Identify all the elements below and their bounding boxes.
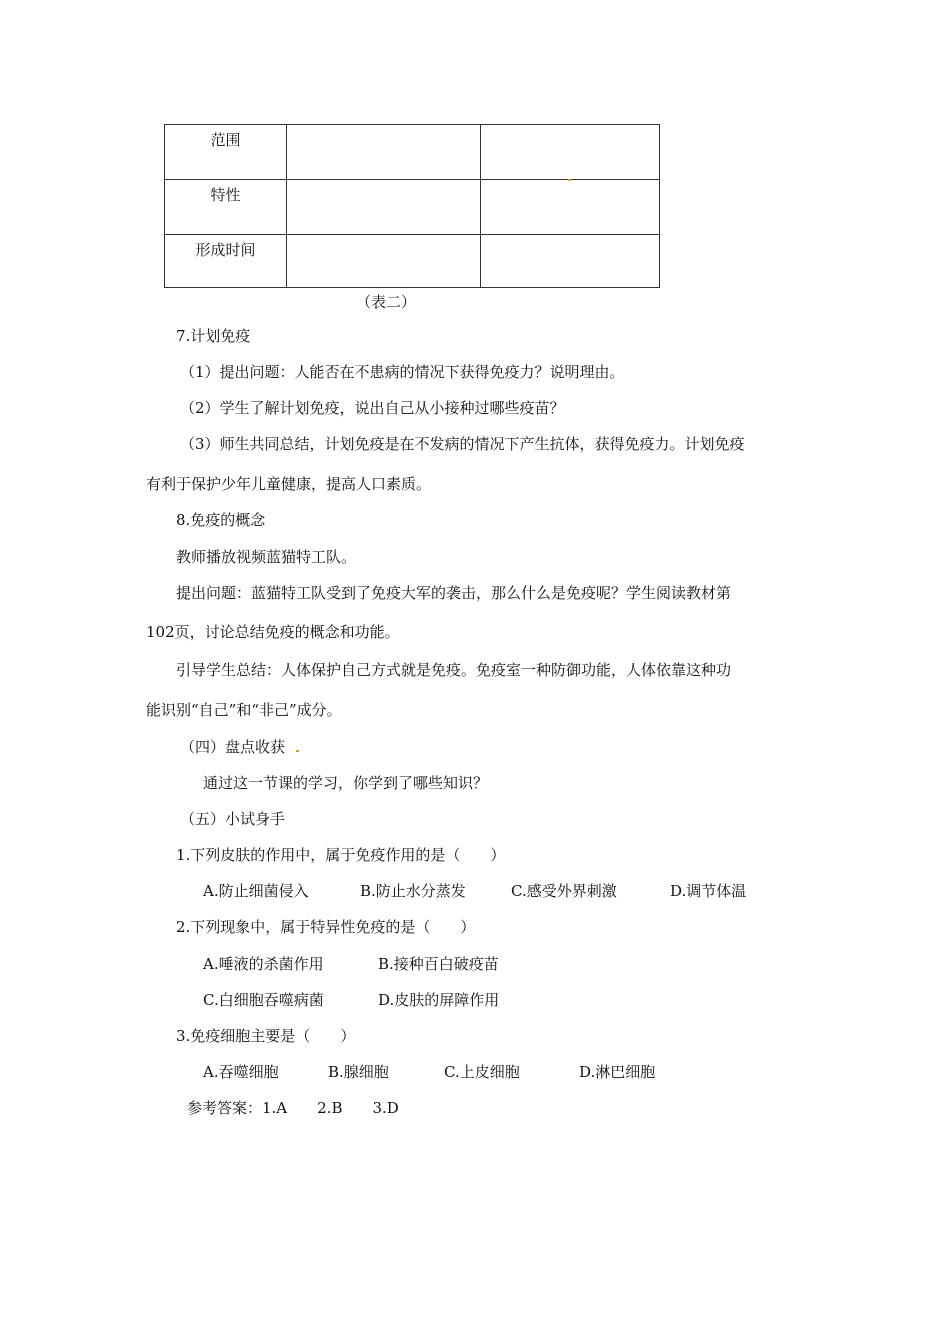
- section7-heading: 7.计划免疫: [176, 327, 251, 345]
- section7-p3a: （3）师生共同总结，计划免疫是在不发病的情况下产生抗体，获得免疫力。计划免疫: [180, 435, 745, 453]
- q2-option-b: B.接种百白破疫苗: [378, 955, 499, 973]
- section8-p2a: 提出问题：蓝猫特工队受到了免疫大军的袭击，那么什么是免疫呢？学生阅读教材第: [176, 584, 732, 602]
- row-label-property: 特性: [165, 180, 287, 235]
- table-cell: [481, 235, 660, 288]
- comparison-table: [164, 124, 660, 288]
- section5-heading: （五）小试身手: [180, 810, 286, 828]
- question-3: 3.免疫细胞主要是（ ）: [176, 1027, 356, 1045]
- section7-p1: （1）提出问题：人能否在不患病的情况下获得免疫力？说明理由。: [180, 363, 625, 381]
- section8-p2b: 102页，讨论总结免疫的概念和功能。: [146, 623, 400, 641]
- row-label-range: 范围: [165, 125, 287, 180]
- section4-heading: （四）盘点收获: [180, 738, 286, 756]
- section8-p3a: 引导学生总结：人体保护自己方式就是免疫。免疫室一种防御功能，人体依靠这种功: [176, 661, 732, 679]
- question-1: 1.下列皮肤的作用中，属于免疫作用的是（ ）: [176, 846, 506, 864]
- q2-option-d: D.皮肤的屏障作用: [378, 991, 500, 1009]
- table-row: [165, 125, 660, 180]
- table-cell: [481, 125, 660, 180]
- q3-option-b: B.腺细胞: [328, 1063, 389, 1081]
- section8-heading: 8.免疫的概念: [176, 511, 266, 529]
- section7-p3b: 有利于保护少年儿童健康，提高人口素质。: [146, 475, 432, 493]
- q1-option-d: D.调节体温: [670, 882, 747, 900]
- q3-option-c: C.上皮细胞: [444, 1063, 520, 1081]
- table-cell: [481, 180, 660, 235]
- section7-p2: （2）学生了解计划免疫，说出自己从小接种过哪些疫苗？: [180, 399, 565, 417]
- table-row: [165, 180, 660, 235]
- q2-option-c: C.白细胞吞噬病菌: [203, 991, 324, 1009]
- table-row: [165, 235, 660, 288]
- section8-p3b: 能识别“自己”和“非己”成分。: [146, 701, 342, 719]
- table-caption: （表二）: [356, 293, 417, 311]
- q1-option-a: A.防止细菌侵入: [203, 882, 309, 900]
- question-2: 2.下列现象中，属于特异性免疫的是（ ）: [176, 918, 476, 936]
- table-cell: [287, 180, 481, 235]
- section8-p1: 教师播放视频蓝猫特工队。: [176, 548, 357, 566]
- table-cell: [287, 235, 481, 288]
- q1-option-c: C.感受外界刺激: [511, 882, 617, 900]
- q1-option-b: B.防止水分蒸发: [360, 882, 466, 900]
- table-cell: [287, 125, 481, 180]
- row-label-formation-time: 形成时间: [165, 235, 287, 288]
- stray-mark: [296, 750, 299, 752]
- stray-mark: [568, 179, 571, 181]
- answer-key: 参考答案：1.A 2.B 3.D: [187, 1099, 399, 1117]
- q3-option-a: A.吞噬细胞: [203, 1063, 279, 1081]
- q3-option-d: D.淋巴细胞: [579, 1063, 656, 1081]
- q2-option-a: A.唾液的杀菌作用: [203, 955, 324, 973]
- section4-p1: 通过这一节课的学习，你学到了哪些知识？: [203, 774, 489, 792]
